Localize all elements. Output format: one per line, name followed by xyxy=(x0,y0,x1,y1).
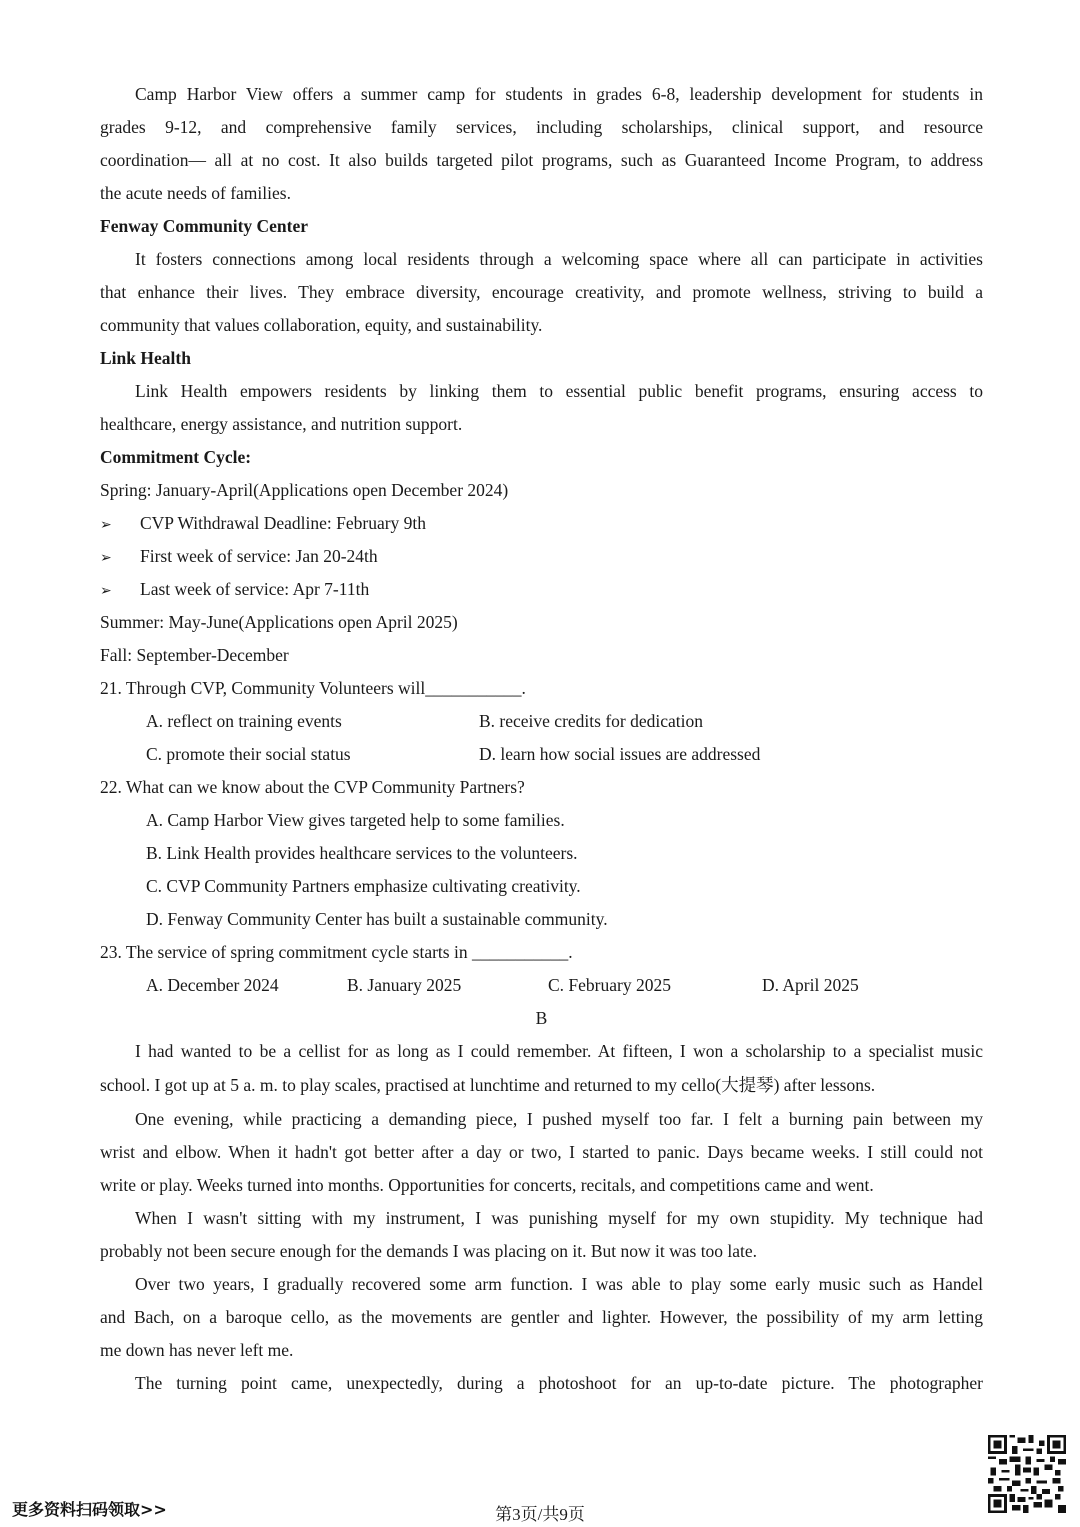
answer-blank: ___________. xyxy=(425,678,526,698)
bullet-item xyxy=(100,540,983,573)
question-21-options-row-2 xyxy=(100,738,983,771)
summer-line: Summer: May-June(Applications open April 2025) xyxy=(100,612,458,632)
passage-b-paragraph-3 xyxy=(100,1202,983,1268)
text-line: One evening, while practicing a demanding piece, I pushed myself too far. I felt a burning pain between my xyxy=(135,1109,983,1129)
text-line: me down has never left me. xyxy=(100,1340,294,1360)
bullet-text: CVP Withdrawal Deadline: February 9th xyxy=(140,513,427,533)
arrow-bullet-icon: ➢ xyxy=(100,583,112,599)
text-line: that enhance their lives. They embrace diversity, encourage creativity, and promote wellness, striving to build a xyxy=(100,282,983,302)
question-text: 23. The service of spring commitment cycle starts in xyxy=(100,942,468,962)
option-c: C. promote their social status xyxy=(146,744,351,764)
text-line: healthcare, energy assistance, and nutrition support. xyxy=(100,414,463,434)
question-23-options xyxy=(100,969,983,1002)
text-line: and Bach, on a baroque cello, as the movements are gentler and lighter. However, the possibility of my arm letting xyxy=(100,1307,983,1327)
option-a: A. reflect on training events xyxy=(146,711,342,731)
text-line: The turning point came, unexpectedly, during a photoshoot for an up-to-date picture. The photographer xyxy=(135,1373,983,1393)
camp-harbor-paragraph xyxy=(100,78,983,210)
text-line: the acute needs of families. xyxy=(100,183,291,203)
fall-line: Fall: September-December xyxy=(100,645,289,665)
passage-b-label: B xyxy=(535,1008,548,1028)
text-line: I had wanted to be a cellist for as long as I could remember. At fifteen, I won a scholarship to a specialist music xyxy=(135,1041,983,1061)
bullet-item xyxy=(100,507,983,540)
text-line: Link Health empowers residents by linking them to essential public benefit programs, ensuring access to xyxy=(135,381,983,401)
footer-scan-prompt: 更多资料扫码领取>> xyxy=(12,1500,167,1519)
passage-b-paragraph-5 xyxy=(100,1367,983,1400)
text-line: Over two years, I gradually recovered some arm function. I was able to play some early music such as Handel xyxy=(135,1274,983,1294)
bullet-text: First week of service: Jan 20-24th xyxy=(140,546,378,566)
question-text: 21. Through CVP, Community Volunteers will xyxy=(100,678,426,698)
text-line: wrist and elbow. When it hadn't got better after a day or two, I started to panic. Days became weeks. I still could not xyxy=(100,1142,983,1162)
question-23-stem xyxy=(100,936,983,969)
fenway-paragraph xyxy=(100,243,983,342)
option-b: B. January 2025 xyxy=(347,975,462,995)
option-d: D. learn how social issues are addressed xyxy=(479,744,761,764)
text-line: When I wasn't sitting with my instrument, I was punishing myself for my own stupidity. My technique had xyxy=(135,1208,983,1228)
link-health-heading: Link Health xyxy=(100,348,191,368)
option-c: C. CVP Community Partners emphasize cultivating creativity. xyxy=(146,876,581,896)
bullet-text: Last week of service: Apr 7-11th xyxy=(140,579,370,599)
text-line: It fosters connections among local residents through a welcoming space where all can participate in activities xyxy=(135,249,983,269)
answer-blank: ___________. xyxy=(471,942,573,962)
option-c: C. February 2025 xyxy=(548,975,671,995)
page-number: 第3页/共9页 xyxy=(495,1505,585,1524)
question-21-options-row-1 xyxy=(100,705,983,738)
bullet-item xyxy=(100,573,983,606)
text-line: probably not been secure enough for the demands I was placing on it. But now it was too late. xyxy=(100,1241,758,1261)
question-21-stem xyxy=(100,672,983,705)
arrow-bullet-icon: ➢ xyxy=(100,517,112,533)
passage-b-paragraph-1 xyxy=(100,1035,983,1103)
option-b: B. receive credits for dedication xyxy=(479,711,703,731)
commitment-cycle-heading: Commitment Cycle: xyxy=(100,447,252,467)
text-line: grades 9-12, and comprehensive family services, including scholarships, clinical support, and resource xyxy=(100,117,983,137)
text-line: write or play. Weeks turned into months. Opportunities for concerts, recitals, and competitions came and went. xyxy=(100,1175,874,1195)
link-health-paragraph xyxy=(100,375,983,441)
spring-line: Spring: January-April(Applications open December 2024) xyxy=(100,480,509,500)
option-a: A. Camp Harbor View gives targeted help to some families. xyxy=(146,810,565,830)
text-line: community that values collaboration, equity, and sustainability. xyxy=(100,315,543,335)
exam-page xyxy=(100,78,983,1400)
question-22-stem: 22. What can we know about the CVP Community Partners? xyxy=(100,777,525,797)
passage-b-paragraph-2 xyxy=(100,1103,983,1202)
text-line: school. I got up at 5 a. m. to play scales, practised at lunchtime and returned to my cello(大提琴) after lessons. xyxy=(100,1075,876,1095)
option-d: D. Fenway Community Center has built a sustainable community. xyxy=(146,909,608,929)
passage-b-paragraph-4 xyxy=(100,1268,983,1367)
arrow-bullet-icon: ➢ xyxy=(100,550,112,566)
option-b: B. Link Health provides healthcare services to the volunteers. xyxy=(146,843,578,863)
fenway-heading: Fenway Community Center xyxy=(100,216,309,236)
text-line: Camp Harbor View offers a summer camp for students in grades 6-8, leadership development for students in xyxy=(135,84,983,104)
text-line: coordination— all at no cost. It also builds targeted pilot programs, such as Guaranteed Income Program, to address xyxy=(100,150,983,170)
option-a: A. December 2024 xyxy=(146,975,279,995)
option-d: D. April 2025 xyxy=(762,975,859,995)
